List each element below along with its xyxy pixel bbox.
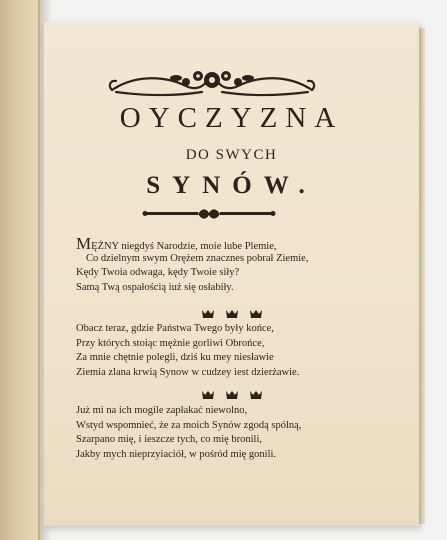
verse-line: Szarpano mię, i ieszcze tych, co mię bronili, bbox=[76, 434, 263, 445]
title-synow: SYNÓW. bbox=[146, 172, 317, 199]
fleuron-icon bbox=[249, 309, 263, 319]
drop-cap: M bbox=[76, 234, 92, 253]
book-binding bbox=[0, 0, 40, 540]
fleuron-icon bbox=[225, 309, 239, 319]
verse-line: Już mi na ich mogile zapłakać niewolno, bbox=[76, 405, 248, 416]
stanza-2 bbox=[76, 322, 406, 380]
fleuron-divider bbox=[44, 387, 419, 405]
verse-line: Wstyd wspomnieć, że za moich Synów zgodą spólną, bbox=[76, 419, 302, 431]
verse-line: Samą Twą ospałością iuż się osłabiły. bbox=[76, 281, 234, 293]
verse-line: Przy których stoiąc mężnie gorliwi Obrońce, bbox=[76, 337, 265, 349]
stanza-3 bbox=[76, 404, 406, 462]
page-edge bbox=[419, 28, 425, 524]
fleuron-icon bbox=[225, 390, 239, 400]
verse-line: Obacz teraz, gdzie Państwa Twego były końce, bbox=[76, 323, 274, 334]
verse-line: MĘŻNY niegdyś Narodzie, moie lube Plemie, bbox=[76, 234, 277, 253]
floral-headpiece-ornament bbox=[106, 66, 318, 100]
fleuron-icon bbox=[249, 390, 263, 400]
fleuron-icon bbox=[201, 309, 215, 319]
stanza-1 bbox=[76, 234, 406, 295]
title-oyczyzna: OYCZYZNA bbox=[119, 102, 344, 134]
verse-line: Kędy Twoia odwaga, kędy Twoie siły? bbox=[76, 267, 240, 278]
verse-line: Jakby mych nieprzyiaciół, w pośród mię gonili. bbox=[76, 448, 277, 460]
verse-line: Ziemia zlana krwią Synow w cudzey iest dzierżawie. bbox=[76, 366, 300, 378]
verse-line: Za mnie chętnie polegli, dziś ku mey niesławie bbox=[76, 352, 274, 363]
verse-line: Co dzielnym swym Orężem znacznes pobrał Ziemie, bbox=[86, 252, 309, 264]
book-page bbox=[44, 22, 419, 526]
fleuron-icon bbox=[201, 390, 215, 400]
title-do-swych: DO SWYCH bbox=[185, 147, 278, 163]
decorative-rule-ornament bbox=[142, 206, 276, 222]
